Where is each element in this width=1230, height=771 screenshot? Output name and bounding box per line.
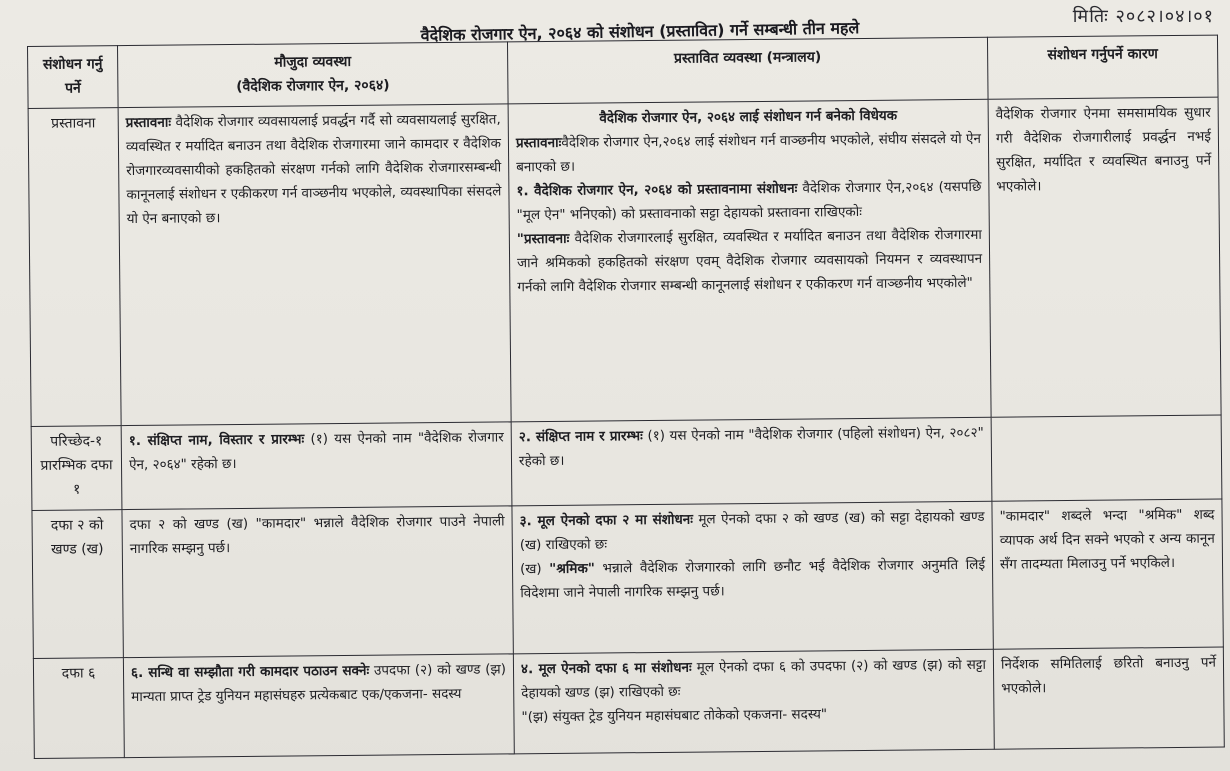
- row-proposed: [511, 417, 992, 506]
- row-existing: [118, 104, 511, 426]
- proposed-para-1-bold: ४. मूल ऐनको दफा ६ मा संशोधनः: [520, 659, 692, 678]
- proposed-para-2-bold: "श्रमिक": [549, 560, 595, 578]
- proposed-para-2: [516, 175, 981, 227]
- header-section: संशोधन गर्नु पर्ने: [28, 46, 119, 109]
- table-row: [32, 499, 1223, 658]
- proposed-para-1-bold: ३. मूल ऐनको दफा २ मा संशोधनः: [519, 511, 694, 530]
- table-row: [28, 97, 1221, 426]
- proposed-para-3-bold: "प्रस्तावनाः: [516, 230, 570, 248]
- existing-bold: ६. सन्धि वा सम्झौता गरी कामदार पठाउन सक्नेः: [130, 662, 370, 682]
- proposed-para-1-text: मूल ऐनको दफा २ को खण्ड (ख) को सट्टा देहायको खण्ड (ख) राखिएको छः: [519, 508, 985, 554]
- proposed-heading: वैदेशिक रोजगार ऐन, २०६४ लाई संशोधन गर्न बनेको विधेयक: [599, 107, 898, 127]
- proposed-para-2: "(झ) संयुक्त ट्रेड युनियन महासंघबाट तोकेको एकजना- सदस्य": [521, 706, 828, 726]
- table-header-row: [28, 35, 1219, 108]
- row-reason: वैदेशिक रोजगार ऐनमा समसामयिक सुधार गरी वैदेशिक रोजगारीलाई प्रवर्द्धन नभई सुरक्षित, मर्यादित र व्यवस्थित बनाउनु पर्ने भएकोले।: [988, 97, 1221, 417]
- proposed-para-2: [520, 553, 985, 605]
- row-section: प्रस्तावना: [28, 108, 121, 427]
- row-section: दफा ६: [33, 658, 124, 759]
- proposed-para-2-text: वैदेशिक रोजगार ऐन,२०६४ (यसपछि "मूल ऐन" भनिएको) को प्रस्तावनाको सट्टा देहायको प्रस्तावना राखिएकोः: [516, 178, 982, 224]
- proposed-para-3-text: वैदेशिक रोजगारलाई सुरक्षित, व्यवस्थित र मर्यादित बनाउन तथा वैदेशिक रोजगारमा जाने श्रमिकको हकहितको संरक्षण एवम् वैदेशिक रोजगार व्यवसायको नियमन र व्यवस्थापन गर्नको लागि वैदेशिक रोजगार सम्बन्धी कानूनलाई संशोधन र एकीकरण गर्न वाञ्छनीय भएकोले": [517, 226, 983, 296]
- row-reason: निर्देशक समितिलाई छरितो बनाउनु पर्ने भएकोले।: [993, 647, 1224, 749]
- proposed-para-1: [519, 505, 984, 557]
- row-existing: [123, 654, 514, 758]
- document-date: मितिः २०८२।०४।०१: [1072, 6, 1214, 27]
- row-reason: [991, 415, 1222, 501]
- proposed-para-1-text: वैदेशिक रोजगार ऐन,२०६४ लाई संशोधन गर्न वाञ्छनीय भएकोले, संघीय संसदले यो ऐन बनाएको छ।: [516, 130, 982, 176]
- row-existing: दफा २ को खण्ड (ख) "कामदार" भन्नाले वैदेशिक रोजगार पाउने नेपाली नागरिक सम्झनु पर्छ।: [122, 506, 513, 658]
- proposed-bold: २. संक्षिप्त नाम र प्रारम्भः: [518, 428, 643, 446]
- proposed-para-1: [521, 653, 986, 705]
- proposed-para-2-prefix: (ख): [519, 561, 550, 578]
- row-proposed: [508, 99, 991, 422]
- header-existing-line2: (वैदेशिक रोजगार ऐन, २०६४): [236, 77, 390, 95]
- row-proposed: [512, 501, 993, 654]
- proposed-para-3: [517, 223, 983, 299]
- header-reason: संशोधन गर्नुपर्ने कारण: [987, 35, 1218, 99]
- amendment-table: [27, 35, 1225, 759]
- row-reason: "कामदार" शब्दले भन्दा "श्रमिक" शब्द व्यापक अर्थ दिन सक्ने भएको र अन्य कानून सँग तादम्यता मिलाउनु पर्ने भएकिले।: [992, 499, 1223, 649]
- proposed-text: (१) यस ऐनको नाम "वैदेशिक रोजगार (पहिलो संशोधन) ऐन, २०८२" रहेको छ।: [518, 424, 984, 470]
- row-proposed: [513, 649, 994, 754]
- proposed-para-1-bold: प्रस्तावनाः: [515, 134, 562, 152]
- table-row: [33, 647, 1224, 758]
- row-existing: [121, 422, 512, 510]
- header-proposed: प्रस्तावित व्यवस्था (मन्त्रालय): [507, 37, 988, 104]
- proposed-para-2-text: भन्नाले वैदेशिक रोजगारको लागि छनौट भई वैदेशिक रोजगार अनुमति लिई विदेशमा जाने नेपाली नागरिक सम्झनु पर्छ।: [520, 556, 986, 602]
- proposed-para-2-bold: १. वैदेशिक रोजगार ऐन, २०६४ को प्रस्तावनामा संशोधनः: [516, 180, 798, 200]
- existing-text: वैदेशिक रोजगार व्यवसायलाई प्रवर्द्धन गर्दै सो व्यवसायलाई सुरक्षित, व्यवस्थित र मर्यादित बनाउन तथा वैदेशिक रोजगारमा जाने कामदार र वैदेशिक रोजगारव्यवसायीको हकहितको संरक्षण गर्नको लागि वैदेशिक रोजगारसम्बन्धी कानूनलाई संशोधन र एकीकरण गर्न वाञ्छनीय भएकोले, व्यवस्थापिका संसदले यो ऐन बनाएको छ।: [125, 111, 502, 228]
- existing-text: (१) यस ऐनको नाम "वैदेशिक रोजगार ऐन, २०६४" रहेको छ।: [128, 429, 504, 474]
- row-section: परिच्छेद-१ प्रारम्भिक दफा १: [31, 426, 122, 511]
- document-title: वैदेशिक रोजगार ऐन, २०६४ को संशोधन (प्रस्तावित) गर्ने सम्बन्धी तीन महले: [420, 18, 860, 45]
- header-existing-line1: मौजुदा व्यवस्था: [274, 53, 352, 71]
- header-existing: [118, 42, 509, 108]
- proposed-para-1: [516, 127, 981, 179]
- existing-bold: प्रस्तावनाः: [125, 114, 172, 132]
- existing-bold: १. संक्षिप्त नाम, विस्तार र प्रारम्भः: [128, 431, 305, 450]
- existing-text: उपदफा (२) को खण्ड (झ) मान्यता प्राप्त ट्रेड युनियन महासंघहरु प्रत्येकबाट एक/एकजना- सदस्य: [131, 661, 507, 706]
- proposed-para-1-text: मूल ऐनको दफा ६ को उपदफा (२) को खण्ड (झ) को सट्टा देहायको खण्ड (झ) राखिएको छः: [521, 656, 987, 702]
- row-section: दफा २ को खण्ड (ख): [32, 510, 123, 659]
- table-row: [31, 415, 1222, 510]
